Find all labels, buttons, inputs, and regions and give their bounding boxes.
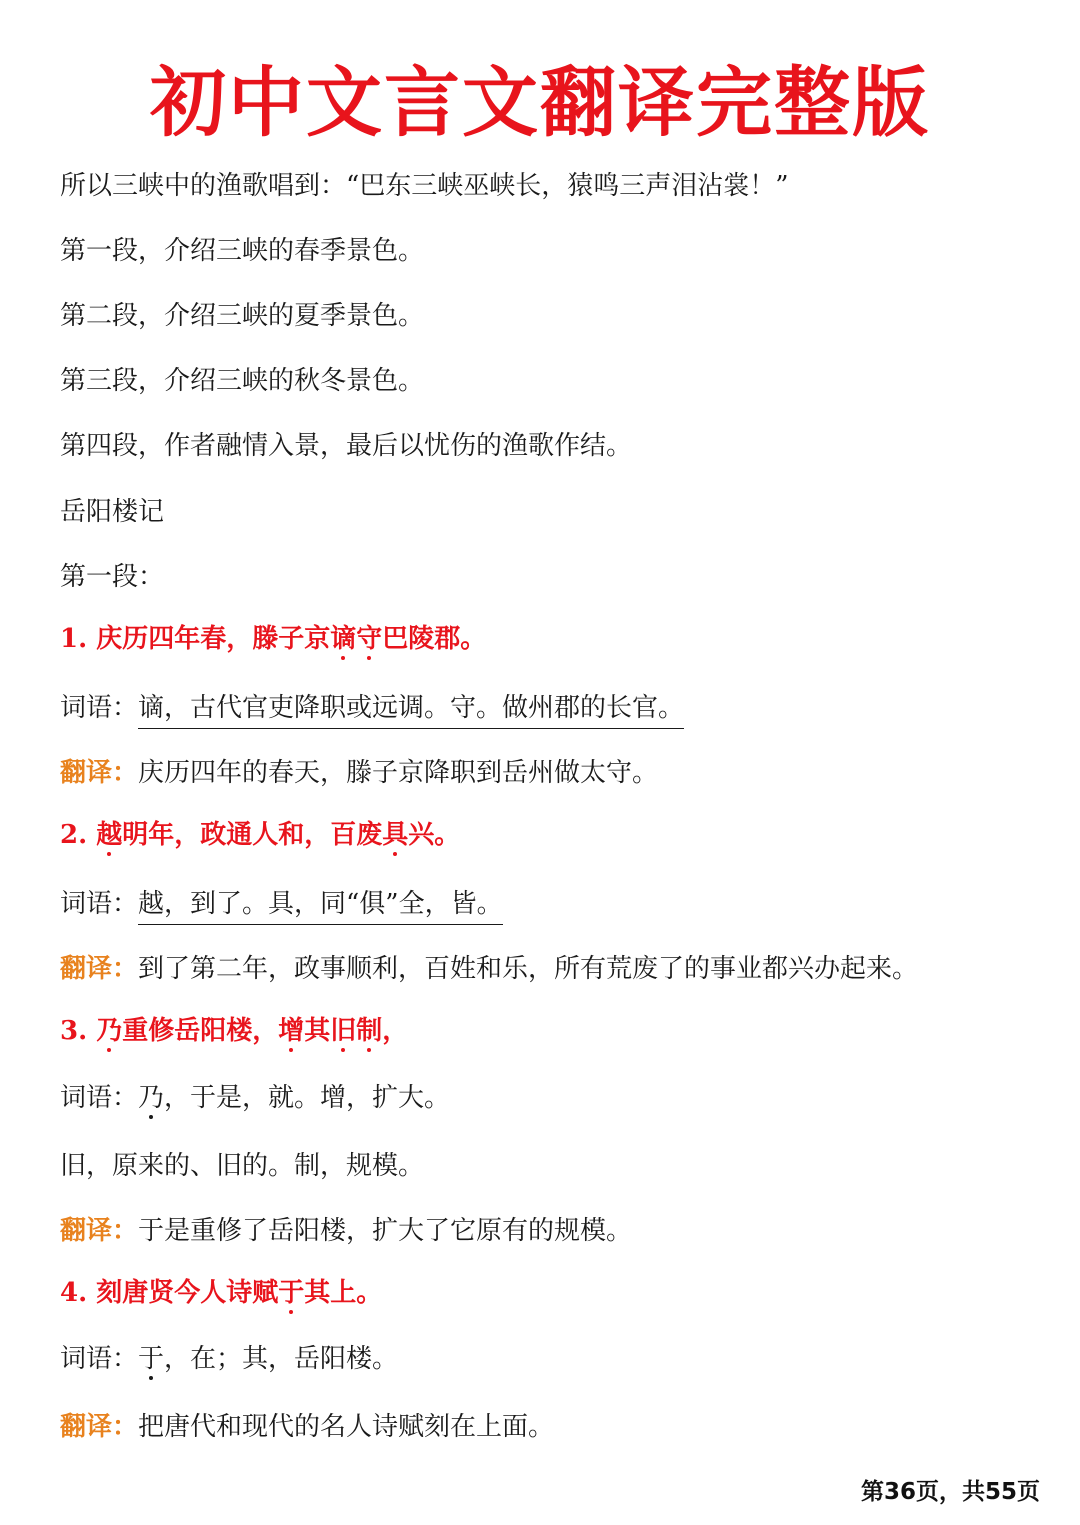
paragraph-fisher-song: 所以三峡中的渔歌唱到：“巴东三峡巫峡长，猿鸣三声泪沾裳！” <box>60 171 789 201</box>
translation-text: 于是重修了岳阳楼，扩大了它原有的规模。 <box>138 1216 633 1246</box>
vocab-label: 词语： <box>60 1083 139 1113</box>
dotted-character: 乃 <box>96 1016 123 1046</box>
dotted-character: 增 <box>278 1016 305 1046</box>
paragraph-section-two-summary: 第二段，介绍三峡的夏季景色。 <box>60 301 425 331</box>
translation-text: 庆历四年的春天，滕子京降职到岳州做太守。 <box>138 758 659 788</box>
vocab-label: 词语： <box>60 1344 139 1374</box>
dotted-character: 制 <box>356 1016 383 1046</box>
vocab-text: ，于是，就。增，扩大。 <box>164 1083 451 1113</box>
vocab-line-4 <box>60 1341 398 1377</box>
paragraph-section-one-summary: 第一段，介绍三峡的春季景色。 <box>60 236 425 266</box>
paragraph-section-four-summary: 第四段，作者融情入景，最后以忧伤的渔歌作结。 <box>60 431 633 461</box>
vocab-text: 越，到了。具，同“俱”全，皆。 <box>138 886 503 925</box>
page-number: 第36页，共55页 <box>860 1479 1040 1505</box>
section-label: 第一段： <box>60 562 165 592</box>
vocab-text: ，在；其，岳阳楼。 <box>164 1344 399 1374</box>
vocab-line-1 <box>60 690 684 729</box>
translation-text: 把唐代和现代的名人诗赋刻在上面。 <box>138 1412 555 1442</box>
vocab-label: 词语： <box>60 693 139 723</box>
sentence-heading-2 <box>60 817 460 853</box>
sentence-heading-4 <box>60 1275 382 1311</box>
vocab-text: 谪，古代官吏降职或远调。守。做州郡的长官。 <box>138 690 684 729</box>
paragraph-section-three-summary: 第三段，介绍三峡的秋冬景色。 <box>60 366 425 396</box>
heading-text: 兴。 <box>408 820 461 850</box>
translation-line-1 <box>60 755 658 791</box>
translation-label: 翻译： <box>60 1412 139 1442</box>
heading-text: 其 <box>304 1016 331 1046</box>
heading-text: 重修岳阳楼， <box>122 1016 279 1046</box>
heading-text: 4. 刻唐贤今人诗赋 <box>60 1278 279 1308</box>
translation-label: 翻译： <box>60 954 139 984</box>
article-title: 岳阳楼记 <box>60 497 165 527</box>
vocab-label: 词语： <box>60 889 139 919</box>
dotted-character: 守 <box>356 624 383 654</box>
dotted-character: 于 <box>138 1344 165 1374</box>
heading-text: 1. 庆历四年春，滕子京 <box>60 624 331 654</box>
translation-label: 翻译： <box>60 1216 139 1246</box>
translation-text: 到了第二年，政事顺利，百姓和乐，所有荒废了的事业都兴办起来。 <box>138 954 919 984</box>
dotted-character: 于 <box>278 1278 305 1308</box>
heading-text: 其上。 <box>304 1278 383 1308</box>
translation-line-4 <box>60 1409 554 1445</box>
dotted-character: 谪 <box>330 624 357 654</box>
sentence-heading-1 <box>60 621 486 657</box>
dotted-character: 具 <box>382 820 409 850</box>
heading-text: 3. <box>60 1016 97 1046</box>
dotted-character: 越 <box>96 820 123 850</box>
dotted-character: 旧 <box>330 1016 357 1046</box>
dotted-character: 乃 <box>138 1083 165 1113</box>
heading-text: 明年，政通人和，百废 <box>122 820 383 850</box>
heading-text: 巴陵郡。 <box>382 624 487 654</box>
heading-text: ， <box>382 1016 409 1046</box>
sentence-heading-3 <box>60 1013 408 1049</box>
translation-line-2 <box>60 951 918 987</box>
vocab-line-2 <box>60 886 503 925</box>
translation-label: 翻译： <box>60 758 139 788</box>
page-title: 初中文言文翻译完整版 <box>150 58 930 147</box>
heading-text: 2. <box>60 820 97 850</box>
vocab-line-3b: 旧，原来的、旧的。制，规模。 <box>60 1151 425 1181</box>
translation-line-3 <box>60 1213 632 1249</box>
vocab-line-3 <box>60 1080 450 1116</box>
